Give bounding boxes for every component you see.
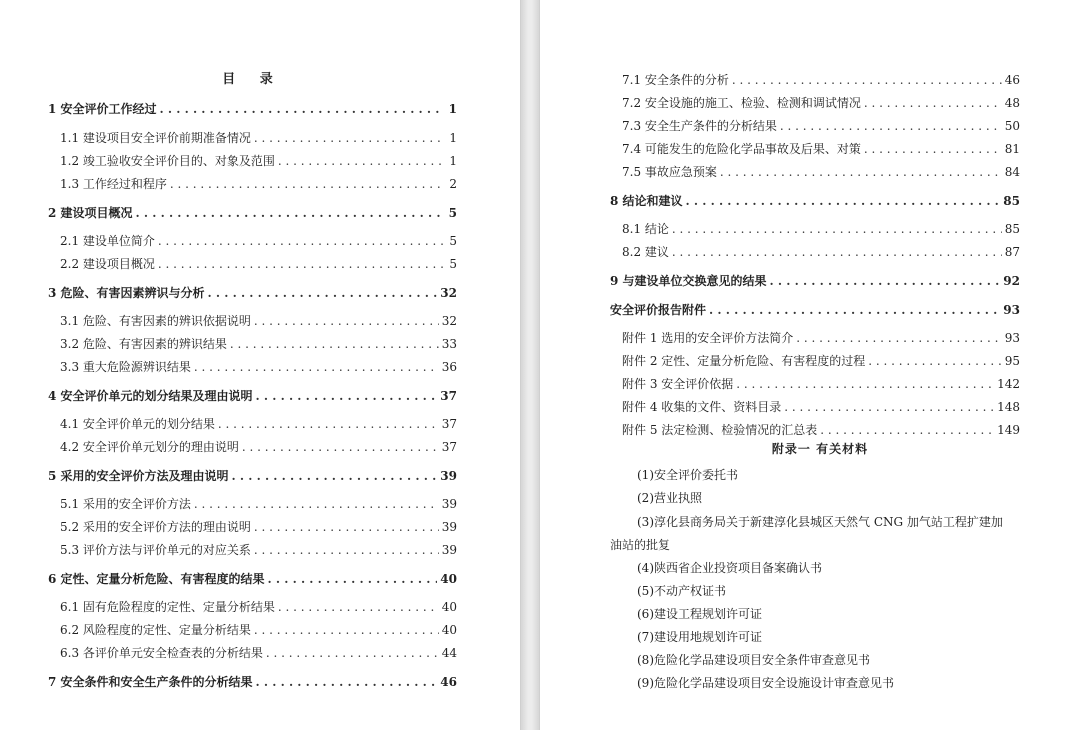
toc-page-number: 2	[449, 177, 457, 191]
toc-page-number: 92	[1003, 274, 1020, 288]
toc-title: 目 录	[222, 72, 283, 87]
toc-page-number: 1	[449, 154, 457, 168]
toc-entry-label: 1.2 竣工验收安全评价目的、对象及范围	[60, 154, 275, 168]
toc-entry[interactable]	[610, 193, 1020, 209]
toc-page-number: 44	[441, 646, 457, 660]
toc-page-number: 5	[449, 234, 457, 248]
toc-dot-leader	[242, 439, 439, 455]
toc-dot-leader	[232, 468, 438, 484]
left-page	[0, 0, 521, 730]
toc-entry-label: 6 定性、定量分析危险、有害程度的结果	[48, 572, 265, 586]
toc-entry[interactable]	[622, 118, 1020, 134]
toc-page-number: 81	[1004, 142, 1020, 156]
toc-page-number: 84	[1004, 165, 1020, 179]
toc-entry-label: 7 安全条件和安全生产条件的分析结果	[48, 675, 253, 689]
toc-page-number: 37	[441, 440, 457, 454]
appendix-material-item: (9)危险化学品建设项目安全设施设计审查意见书	[637, 676, 894, 690]
toc-dot-leader	[160, 101, 444, 117]
toc-entry-label: 8.1 结论	[622, 222, 669, 236]
toc-dot-leader	[686, 193, 1001, 209]
toc-dot-leader	[256, 388, 438, 404]
toc-entry-label: 附件 5 法定检测、检验情况的汇总表	[622, 423, 818, 437]
toc-entry[interactable]	[48, 468, 457, 484]
toc-page-number: 46	[440, 675, 457, 689]
toc-entry-label: 2 建设项目概况	[48, 206, 133, 220]
toc-entry[interactable]	[622, 95, 1020, 111]
toc-entry[interactable]	[610, 302, 1020, 318]
page-gap	[521, 0, 539, 730]
toc-entry[interactable]	[60, 622, 457, 638]
toc-dot-leader	[820, 422, 994, 438]
toc-entry-label: 6.1 固有危险程度的定性、定量分析结果	[60, 600, 275, 614]
toc-dot-leader	[784, 399, 994, 415]
toc-entry[interactable]	[622, 164, 1020, 180]
toc-entry[interactable]	[48, 674, 457, 690]
toc-entry-label: 2.1 建设单位简介	[60, 234, 155, 248]
toc-page-number: 48	[1004, 96, 1020, 110]
toc-page-number: 50	[1004, 119, 1020, 133]
toc-entry-label: 5.2 采用的安全评价方法的理由说明	[60, 520, 251, 534]
right-page	[539, 0, 1067, 730]
toc-entry-label: 5.1 采用的安全评价方法	[60, 497, 191, 511]
toc-entry-label: 3 危险、有害因素辨识与分析	[48, 286, 205, 300]
toc-entry[interactable]	[60, 256, 457, 272]
toc-entry[interactable]	[622, 221, 1020, 237]
toc-entry-label: 3.2 危险、有害因素的辨识结果	[60, 337, 227, 351]
toc-entry[interactable]	[60, 130, 457, 146]
toc-entry-label: 安全评价报告附件	[610, 303, 707, 317]
toc-dot-leader	[732, 72, 1002, 88]
toc-dot-leader	[194, 496, 439, 512]
toc-entry-label: 4.2 安全评价单元划分的理由说明	[60, 440, 239, 454]
toc-page-number: 85	[1004, 222, 1020, 236]
toc-page-number: 148	[997, 400, 1020, 414]
toc-entry[interactable]	[60, 313, 457, 329]
toc-entry-label: 附件 3 安全评价依据	[622, 377, 734, 391]
toc-page-number: 33	[441, 337, 457, 351]
toc-entry[interactable]	[60, 233, 457, 249]
toc-entry-label: 3.3 重大危险源辨识结果	[60, 360, 191, 374]
toc-entry-label: 7.4 可能发生的危险化学品事故及后果、对策	[622, 142, 861, 156]
toc-entry[interactable]	[622, 353, 1020, 369]
toc-page-number: 1	[449, 131, 457, 145]
toc-dot-leader	[864, 141, 1002, 157]
toc-dot-leader	[254, 313, 439, 329]
toc-entry-label: 5.3 评价方法与评价单元的对应关系	[60, 543, 251, 557]
toc-entry-label: 7.3 安全生产条件的分析结果	[622, 119, 777, 133]
toc-page-number: 37	[440, 389, 457, 403]
appendix-material-item: (4)陕西省企业投资项目备案确认书	[637, 561, 822, 575]
toc-page-number: 39	[440, 469, 457, 483]
toc-entry[interactable]	[48, 205, 457, 221]
appendix-material-item: (6)建设工程规划许可证	[637, 607, 762, 621]
toc-entry[interactable]	[622, 422, 1020, 438]
toc-page-number: 37	[441, 417, 457, 431]
toc-dot-leader	[709, 302, 1000, 318]
toc-dot-leader	[158, 256, 444, 272]
toc-page-number: 87	[1004, 245, 1020, 259]
toc-page-number: 1	[448, 102, 457, 116]
toc-entry[interactable]	[622, 399, 1020, 415]
toc-entry-label: 8 结论和建议	[610, 194, 683, 208]
toc-dot-leader	[254, 622, 439, 638]
toc-dot-leader	[780, 118, 1002, 134]
toc-entry-label: 2.2 建设项目概况	[60, 257, 155, 271]
toc-entry[interactable]	[60, 416, 457, 432]
toc-entry[interactable]	[622, 141, 1020, 157]
toc-entry[interactable]	[610, 273, 1020, 289]
toc-dot-leader	[268, 571, 438, 587]
toc-page-number: 142	[997, 377, 1020, 391]
toc-page-number: 85	[1003, 194, 1020, 208]
toc-entry-label: 附件 4 收集的文件、资料目录	[622, 400, 782, 414]
toc-entry[interactable]	[60, 519, 457, 535]
toc-page-number: 93	[1004, 331, 1020, 345]
toc-entry[interactable]	[622, 72, 1020, 88]
toc-dot-leader	[278, 153, 444, 169]
toc-dot-leader	[218, 416, 439, 432]
toc-dot-leader	[254, 519, 439, 535]
toc-dot-leader	[254, 542, 439, 558]
toc-entry[interactable]	[60, 542, 457, 558]
toc-dot-leader	[796, 330, 1001, 346]
toc-dot-leader	[256, 674, 438, 690]
toc-entry[interactable]	[60, 153, 457, 169]
toc-page-number: 95	[1004, 354, 1020, 368]
appendix-material-item: (2)营业执照	[637, 491, 702, 505]
toc-entry-label: 4 安全评价单元的划分结果及理由说明	[48, 389, 253, 403]
toc-page-number: 39	[441, 497, 457, 511]
toc-entry-label: 1 安全评价工作经过	[48, 102, 157, 116]
toc-entry[interactable]	[48, 388, 457, 404]
toc-dot-leader	[230, 336, 439, 352]
toc-entry-label: 6.2 风险程度的定性、定量分析结果	[60, 623, 251, 637]
toc-entry[interactable]	[60, 645, 457, 661]
appendix-material-item: (8)危险化学品建设项目安全条件审查意见书	[637, 653, 870, 667]
toc-page-number: 40	[440, 572, 457, 586]
toc-dot-leader	[194, 359, 439, 375]
toc-entry-label: 1.1 建设项目安全评价前期准备情况	[60, 131, 251, 145]
toc-page-number: 39	[441, 520, 457, 534]
toc-page-number: 46	[1004, 73, 1020, 87]
toc-entry[interactable]	[60, 359, 457, 375]
toc-entry[interactable]	[622, 244, 1020, 260]
toc-entry[interactable]	[48, 571, 457, 587]
toc-entry[interactable]	[622, 330, 1020, 346]
toc-entry[interactable]	[60, 599, 457, 615]
toc-entry[interactable]	[60, 176, 457, 192]
toc-entry-label: 7.1 安全条件的分析	[622, 73, 729, 87]
toc-dot-leader	[720, 164, 1002, 180]
toc-entry-label: 3.1 危险、有害因素的辨识依据说明	[60, 314, 251, 328]
toc-entry[interactable]	[60, 336, 457, 352]
appendix-title: 附录一 有关材料	[771, 442, 869, 456]
toc-entry-label: 8.2 建议	[622, 245, 669, 259]
toc-page-number: 5	[448, 206, 457, 220]
toc-page-number: 32	[441, 314, 457, 328]
toc-entry-label: 6.3 各评价单元安全检查表的分析结果	[60, 646, 263, 660]
toc-dot-leader	[770, 273, 1001, 289]
toc-page-number: 40	[441, 600, 457, 614]
toc-page-number: 40	[441, 623, 457, 637]
toc-dot-leader	[208, 285, 438, 301]
toc-page-number: 149	[997, 423, 1020, 437]
toc-dot-leader	[736, 376, 994, 392]
toc-entry-label: 附件 2 定性、定量分析危险、有害程度的过程	[622, 354, 866, 368]
appendix-material-item: (5)不动产权证书	[637, 584, 726, 598]
appendix-material-item: 油站的批复	[610, 538, 671, 552]
toc-dot-leader	[266, 645, 439, 661]
toc-page-number: 93	[1003, 303, 1020, 317]
toc-entry[interactable]	[60, 439, 457, 455]
toc-entry-label: 7.2 安全设施的施工、检验、检测和调试情况	[622, 96, 861, 110]
toc-entry-label: 7.5 事故应急预案	[622, 165, 717, 179]
appendix-material-item: (1)安全评价委托书	[637, 468, 738, 482]
appendix-material-item: (7)建设用地规划许可证	[637, 630, 762, 644]
toc-entry-label: 1.3 工作经过和程序	[60, 177, 167, 191]
toc-dot-leader	[254, 130, 444, 146]
appendix-material-item: (3)淳化县商务局关于新建淳化县城区天然气 CNG 加气站工程扩建加	[637, 515, 1003, 529]
toc-dot-leader	[170, 176, 444, 192]
toc-dot-leader	[864, 95, 1002, 111]
toc-dot-leader	[868, 353, 1001, 369]
toc-dot-leader	[136, 205, 444, 221]
toc-entry[interactable]	[48, 101, 457, 117]
toc-page-number: 36	[441, 360, 457, 374]
toc-entry-label: 4.1 安全评价单元的划分结果	[60, 417, 215, 431]
toc-dot-leader	[158, 233, 444, 249]
toc-entry[interactable]	[60, 496, 457, 512]
toc-page-number: 39	[441, 543, 457, 557]
toc-entry[interactable]	[48, 285, 457, 301]
toc-page-number: 32	[440, 286, 457, 300]
toc-entry-label: 9 与建设单位交换意见的结果	[610, 274, 767, 288]
toc-dot-leader	[672, 221, 1002, 237]
toc-entry[interactable]	[622, 376, 1020, 392]
toc-dot-leader	[278, 599, 439, 615]
toc-entry-label: 附件 1 选用的安全评价方法简介	[622, 331, 794, 345]
toc-entry-label: 5 采用的安全评价方法及理由说明	[48, 469, 229, 483]
toc-dot-leader	[672, 244, 1002, 260]
toc-page-number: 5	[449, 257, 457, 271]
